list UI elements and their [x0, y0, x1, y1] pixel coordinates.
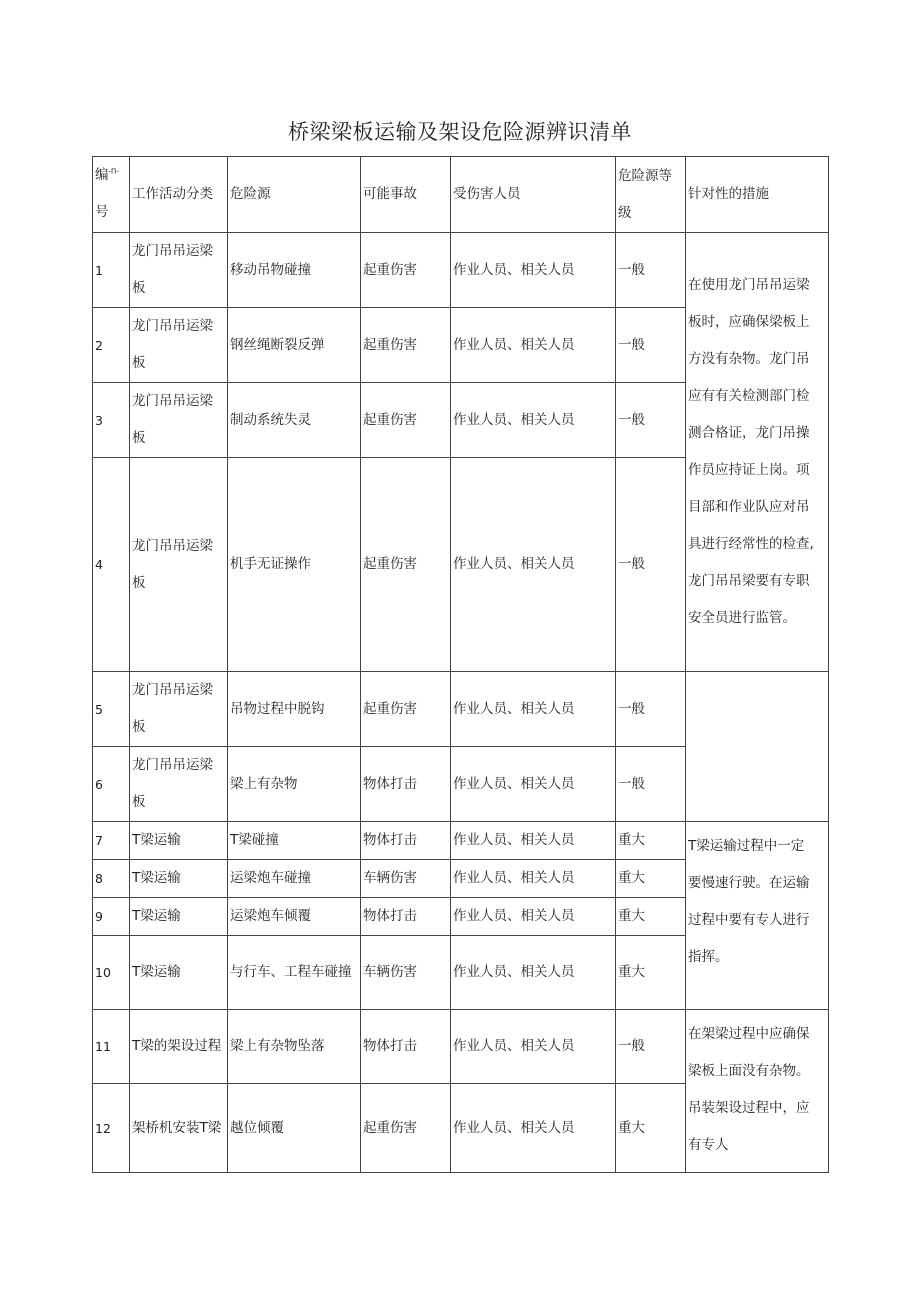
measure-cell-erection: 在架梁过程中应确保 梁板上面没有杂物。 吊装架设过程中，应 有专人 — [686, 1010, 829, 1173]
row-victims: 作业人员、相关人员 — [451, 672, 616, 747]
row-level: 重大 — [616, 822, 686, 860]
row-level: 一般 — [616, 747, 686, 822]
row-victims: 作业人员、相关人员 — [451, 383, 616, 458]
row-accident: 起重伤害 — [361, 383, 451, 458]
row-activity: 龙门吊吊运梁板 — [130, 747, 228, 822]
row-activity: T梁的架设过程 — [130, 1010, 228, 1084]
row-accident: 起重伤害 — [361, 458, 451, 672]
row-num: 6 — [93, 747, 130, 822]
header-activity: 工作活动分类 — [130, 157, 228, 233]
row-num: 8 — [93, 860, 130, 898]
row-level: 一般 — [616, 1010, 686, 1084]
row-activity: 龙门吊吊运梁板 — [130, 233, 228, 308]
row-hazard: 梁上有杂物 — [228, 747, 361, 822]
row-level: 一般 — [616, 672, 686, 747]
header-victims: 受伤害人员 — [451, 157, 616, 233]
page-title: 桥梁梁板运输及架设危险源辨识清单 — [288, 120, 632, 144]
row-level: 重大 — [616, 860, 686, 898]
header-hazard: 危险源 — [228, 157, 361, 233]
row-victims: 作业人员、相关人员 — [451, 308, 616, 383]
row-victims: 作业人员、相关人员 — [451, 233, 616, 308]
table-header-row — [93, 157, 829, 233]
row-accident: 物体打击 — [361, 822, 451, 860]
row-hazard: T梁碰撞 — [228, 822, 361, 860]
row-num: 5 — [93, 672, 130, 747]
row-level: 重大 — [616, 898, 686, 936]
table-row — [93, 822, 829, 860]
row-hazard: 梁上有杂物坠落 — [228, 1010, 361, 1084]
row-accident: 起重伤害 — [361, 672, 451, 747]
measure-cell-empty — [686, 672, 829, 822]
row-hazard: 制动系统失灵 — [228, 383, 361, 458]
row-activity: 龙门吊吊运梁板 — [130, 458, 228, 672]
row-hazard: 吊物过程中脱钩 — [228, 672, 361, 747]
row-hazard: 越位倾覆 — [228, 1084, 361, 1173]
table-row — [93, 233, 829, 308]
row-victims: 作业人员、相关人员 — [451, 747, 616, 822]
row-hazard: 钢丝绳断裂反弹 — [228, 308, 361, 383]
row-level: 重大 — [616, 1084, 686, 1173]
row-num: 7 — [93, 822, 130, 860]
measure-cell-transport: T梁运输过程中一定 要慢速行驶。在运输 过程中要有专人进行 指挥。 — [686, 822, 829, 1010]
row-num: 2 — [93, 308, 130, 383]
row-accident: 起重伤害 — [361, 308, 451, 383]
row-victims: 作业人员、相关人员 — [451, 860, 616, 898]
header-num: 编$^{-\Pi-}$ 号 — [93, 157, 130, 233]
row-victims: 作业人员、相关人员 — [451, 1010, 616, 1084]
row-level: 一般 — [616, 383, 686, 458]
row-hazard: 运梁炮车碰撞 — [228, 860, 361, 898]
row-hazard: 移动吊物碰撞 — [228, 233, 361, 308]
row-num: 10 — [93, 936, 130, 1010]
row-activity: T梁运输 — [130, 898, 228, 936]
row-accident: 物体打击 — [361, 898, 451, 936]
row-num: 11 — [93, 1010, 130, 1084]
row-activity: 龙门吊吊运梁板 — [130, 308, 228, 383]
row-level: 一般 — [616, 458, 686, 672]
row-hazard: 运梁炮车倾覆 — [228, 898, 361, 936]
row-level: 一般 — [616, 233, 686, 308]
row-victims: 作业人员、相关人员 — [451, 1084, 616, 1173]
row-num: 1 — [93, 233, 130, 308]
row-activity: 架桥机安装T梁 — [130, 1084, 228, 1173]
row-num: 4 — [93, 458, 130, 672]
row-victims: 作业人员、相关人员 — [451, 898, 616, 936]
measure-cell-crane: 在使用龙门吊吊运梁 板时，应确保梁板上 方没有杂物。龙门吊 应有有关检测部门检 测合格证，龙门吊操 作员应持证上岗。项 目部和作业队应对吊 具进行经常性的检查, 龙门吊吊梁要有专职 安全员进行监管。 — [686, 233, 829, 672]
row-hazard: 与行车、工程车碰撞 — [228, 936, 361, 1010]
row-accident: 起重伤害 — [361, 1084, 451, 1173]
row-num: 12 — [93, 1084, 130, 1173]
row-victims: 作业人员、相关人员 — [451, 458, 616, 672]
hazard-table — [92, 156, 829, 1173]
row-activity: T梁运输 — [130, 860, 228, 898]
row-activity: 龙门吊吊运梁板 — [130, 672, 228, 747]
header-accident: 可能事故 — [361, 157, 451, 233]
table-row — [93, 672, 829, 747]
table-row — [93, 1010, 829, 1084]
row-activity: T梁运输 — [130, 936, 228, 1010]
row-activity: T梁运输 — [130, 822, 228, 860]
row-hazard: 机手无证操作 — [228, 458, 361, 672]
row-num: 9 — [93, 898, 130, 936]
row-accident: 起重伤害 — [361, 233, 451, 308]
row-activity: 龙门吊吊运梁板 — [130, 383, 228, 458]
row-victims: 作业人员、相关人员 — [451, 936, 616, 1010]
row-num: 3 — [93, 383, 130, 458]
row-accident: 物体打击 — [361, 747, 451, 822]
row-accident: 物体打击 — [361, 1010, 451, 1084]
row-level: 重大 — [616, 936, 686, 1010]
row-accident: 车辆伤害 — [361, 936, 451, 1010]
header-level: 危险源等级 — [616, 157, 686, 233]
row-level: 一般 — [616, 308, 686, 383]
header-measures: 针对性的措施 — [686, 157, 829, 233]
row-accident: 车辆伤害 — [361, 860, 451, 898]
row-victims: 作业人员、相关人员 — [451, 822, 616, 860]
